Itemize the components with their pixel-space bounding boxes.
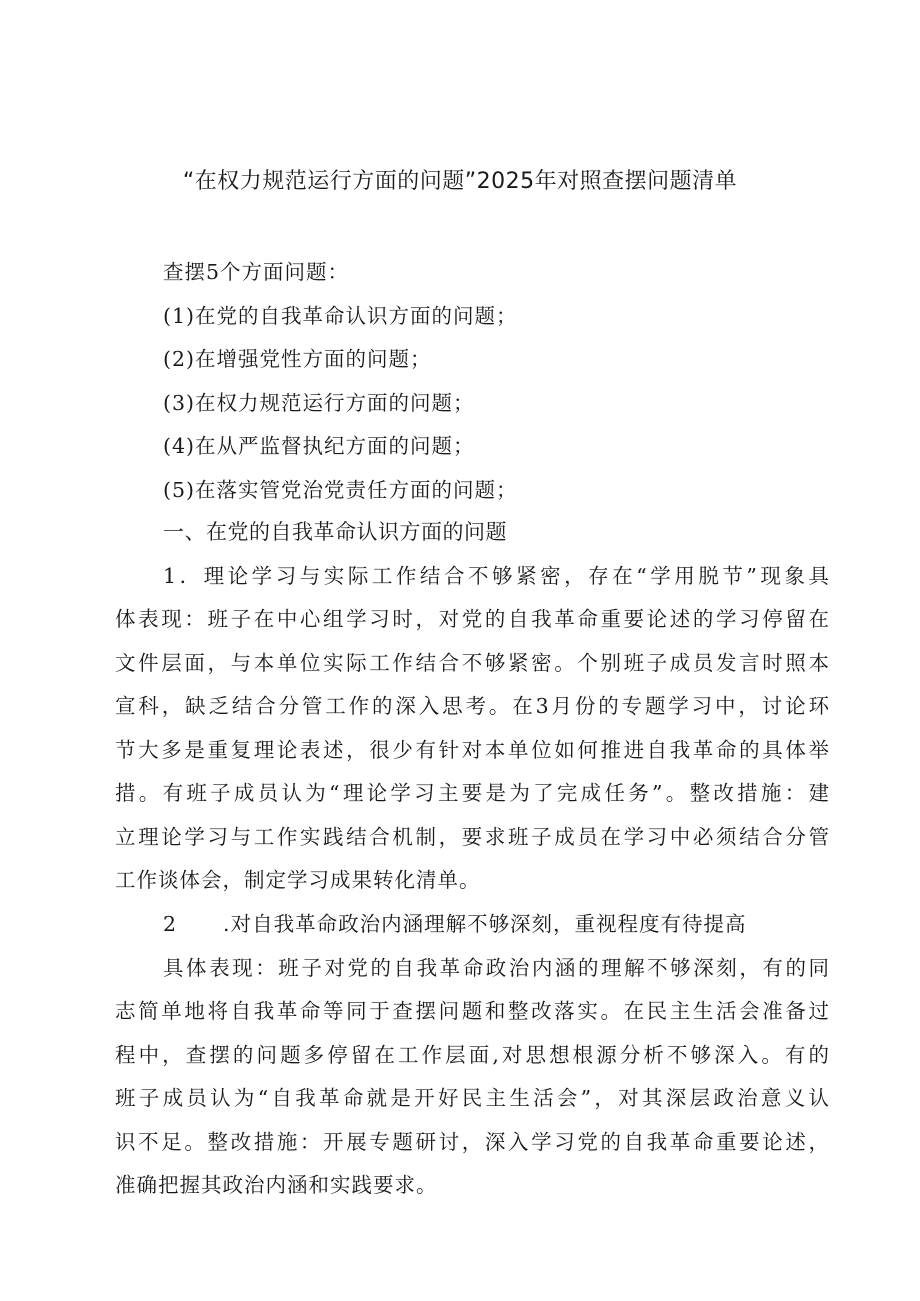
aspect-item-1: (1)在党的自我革命认识方面的问题； [163, 304, 518, 328]
aspect-item-2: (2)在增强党性方面的问题； [163, 347, 432, 371]
item2-line-3: 程中，查摆的问题多停留在工作层面,对思想根源分析不够深入。有的 [115, 1043, 830, 1067]
item1-line-8: 工作谈体会，制定学习成果转化清单。 [115, 868, 481, 892]
aspect-item-4: (4)在从严监督执纪方面的问题； [163, 434, 475, 458]
item1-line-2: 体表现：班子在中心组学习时，对党的自我革命重要论述的学习停留在 [115, 607, 830, 631]
item2-title: .对自我革命政治内涵理解不够深刻，重视程度有待提高 [223, 912, 747, 936]
item1-line-1: 1．理论学习与实际工作结合不够紧密，存在“学用脱节”现象具 [163, 564, 830, 588]
item2-heading [163, 912, 830, 937]
section-heading-1: 一、在党的自我革命认识方面的问题 [163, 520, 507, 544]
item1-line-7: 立理论学习与工作实践结合机制，要求班子成员在学习中必须结合分管 [115, 825, 830, 849]
item1-line-4: 宣科，缺乏结合分管工作的深入思考。在3月份的专题学习中，讨论环 [115, 694, 830, 718]
item2-line-6: 准确把握其政治内涵和实践要求。 [115, 1173, 438, 1197]
item2-line-4: 班子成员认为“自我革命就是开好民主生活会”，对其深层政治意义认 [115, 1086, 830, 1110]
item1-line-3: 文件层面，与本单位实际工作结合不够紧密。个别班子成员发言时照本 [115, 651, 830, 675]
document-title: “在权力规范运行方面的问题”2025年对照查摆问题清单 [182, 169, 738, 194]
item2-line-5: 识不足。整改措施：开展专题研讨，深入学习党的自我革命重要论述， [115, 1130, 830, 1154]
aspect-item-3: (3)在权力规范运行方面的问题； [163, 391, 475, 415]
aspect-item-5: (5)在落实管党治党责任方面的问题； [163, 478, 518, 502]
item2-line-1: 具体表现：班子对党的自我革命政治内涵的理解不够深刻，有的同 [163, 956, 830, 980]
intro-text: 查摆5个方面问题： [163, 260, 350, 284]
item2-number: 2 [163, 912, 178, 936]
item1-line-6: 措。有班子成员认为“理论学习主要是为了完成任务”。整改措施：建 [115, 781, 830, 805]
item1-line-5: 节大多是重复理论表述，很少有针对本单位如何推进自我革命的具体举 [115, 738, 830, 762]
item2-line-2: 志简单地将自我革命等同于查摆问题和整改落实。在民主生活会准备过 [115, 999, 830, 1023]
